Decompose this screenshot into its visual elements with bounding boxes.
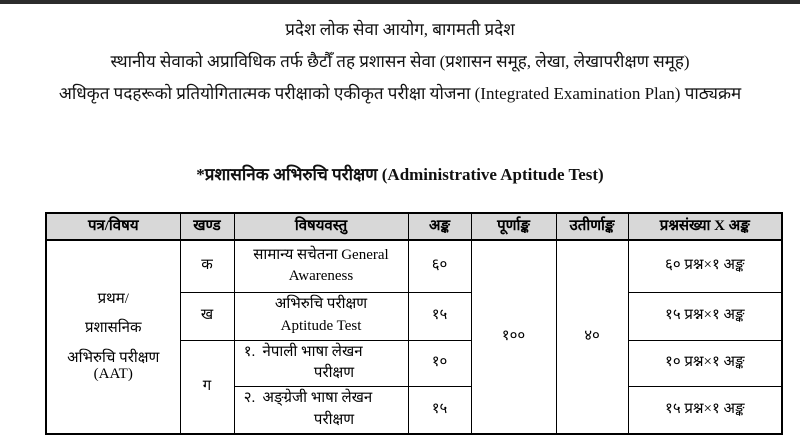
marks-cell: ६० bbox=[408, 240, 471, 292]
full-marks-cell: १०० bbox=[471, 240, 556, 434]
header-line-plan: अधिकृत पदहरूको प्रतियोगितात्मक परीक्षाको एकीकृत परीक्षा योजना (Integrated Examination Plan) पाठ्यक्रम bbox=[58, 84, 742, 103]
pass-marks-cell: ४० bbox=[556, 240, 628, 434]
header-full-marks: पूर्णाङ्क bbox=[471, 213, 556, 240]
subject-line: Aptitude Test bbox=[280, 318, 362, 334]
section-cell: ग bbox=[180, 340, 234, 434]
paper-line: अभिरुचि परीक्षण bbox=[67, 349, 160, 366]
subject-line: सामान्य सचेतना General bbox=[253, 246, 389, 263]
marks-cell: १५ bbox=[408, 387, 471, 434]
header-marks: अङ्क bbox=[408, 213, 471, 240]
paper-line: प्रशासनिक bbox=[85, 320, 142, 337]
header-section: खण्ड bbox=[180, 213, 234, 240]
header-subject-matter: विषयवस्तु bbox=[234, 213, 408, 240]
header-question-formula: प्रश्नसंख्या X अङ्क bbox=[628, 213, 782, 240]
section-cell: ख bbox=[180, 292, 234, 340]
subject-cell bbox=[234, 340, 408, 387]
formula-cell: १५ प्रश्न×१ अङ्क bbox=[628, 387, 782, 434]
subject-line: अङ्ग्रेजी भाषा लेखन bbox=[262, 390, 373, 406]
header-line-service: स्थानीय सेवाको अप्राविधिक तर्फ छैटौँ तह प्रशासन सेवा (प्रशासन समूह, लेखा, लेखापरीक्षण समूह) bbox=[110, 52, 690, 71]
subject-cell bbox=[234, 387, 408, 434]
paper-subject-cell bbox=[46, 240, 180, 434]
subject-item-number: १. bbox=[243, 343, 256, 360]
marks-cell: १० bbox=[408, 340, 471, 387]
subject-item-number: २. bbox=[243, 390, 256, 406]
table-header-row bbox=[46, 213, 782, 240]
formula-cell: ६० प्रश्न×१ अङ्क bbox=[628, 240, 782, 292]
subject-line: परीक्षण bbox=[313, 411, 355, 428]
subject-line: Awareness bbox=[288, 268, 354, 285]
document-header bbox=[0, 14, 800, 110]
paper-line: प्रथम/ bbox=[97, 290, 129, 307]
header-paper-subject: पत्र/विषय bbox=[46, 213, 180, 240]
table-row bbox=[46, 240, 782, 292]
subject-line: नेपाली भाषा लेखन bbox=[262, 343, 363, 360]
subject-cell bbox=[234, 240, 408, 292]
section-cell: क bbox=[180, 240, 234, 292]
section-title: *प्रशासनिक अभिरुचि परीक्षण (Administrative Aptitude Test) bbox=[196, 165, 604, 184]
subject-cell bbox=[234, 292, 408, 340]
window-top-bar bbox=[0, 0, 800, 4]
exam-plan-table bbox=[45, 212, 783, 435]
formula-cell: १५ प्रश्न×१ अङ्क bbox=[628, 292, 782, 340]
subject-line: अभिरुचि परीक्षण bbox=[274, 296, 368, 313]
subject-line: परीक्षण bbox=[313, 365, 355, 382]
paper-line: (AAT) bbox=[93, 366, 133, 383]
marks-cell: १५ bbox=[408, 292, 471, 340]
header-pass-marks: उतीर्णाङ्क bbox=[556, 213, 628, 240]
formula-cell: १० प्रश्न×१ अङ्क bbox=[628, 340, 782, 387]
header-line-commission: प्रदेश लोक सेवा आयोग, बागमती प्रदेश bbox=[285, 20, 515, 39]
